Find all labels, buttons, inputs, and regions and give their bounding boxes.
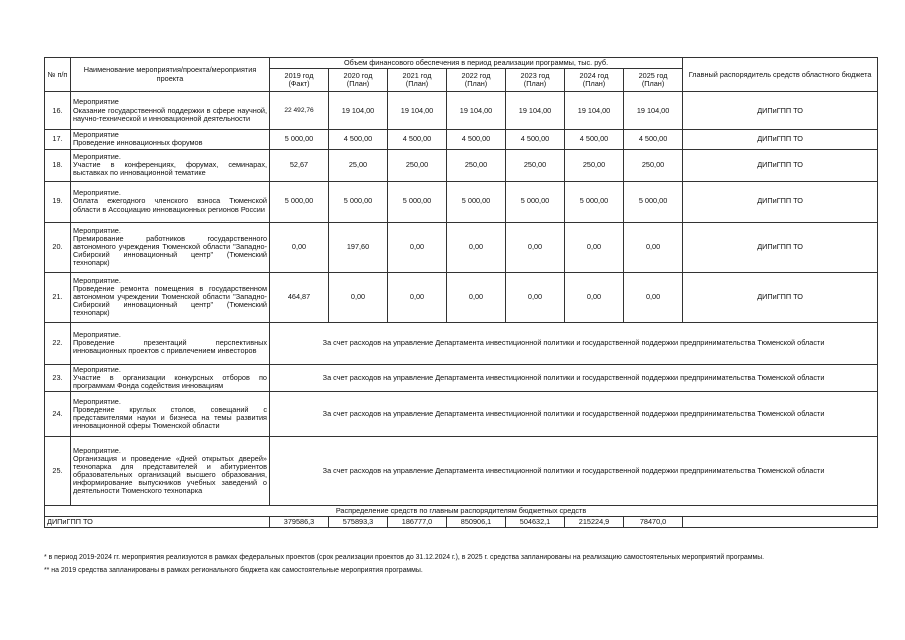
table-row	[45, 364, 878, 392]
value-cell: 0,00	[565, 222, 624, 272]
distribution-value: 78470,0	[624, 517, 683, 528]
table-row	[45, 149, 878, 181]
table-row	[45, 392, 878, 437]
value-cell: 5 000,00	[565, 181, 624, 222]
header-year-3	[447, 69, 506, 92]
table-row	[45, 130, 878, 149]
distribution-value: 504632,1	[506, 517, 565, 528]
value-cell: 0,00	[270, 222, 329, 272]
header-year-label: 2022 год	[461, 71, 491, 80]
value-cell: 5 000,00	[506, 181, 565, 222]
header-year-2	[388, 69, 447, 92]
header-year-type: (План)	[405, 79, 429, 89]
row-number: 24.	[45, 392, 71, 437]
value-cell: 0,00	[329, 272, 388, 322]
value-cell: 0,00	[388, 222, 447, 272]
value-cell: 22 492,76	[270, 92, 329, 130]
header-year-label: 2025 год	[638, 71, 668, 80]
value-cell: 25,00	[329, 149, 388, 181]
header-year-type: (План)	[346, 79, 370, 89]
value-cell: 0,00	[624, 222, 683, 272]
header-year-4	[506, 69, 565, 92]
activity-text: Проведение презентаций перспективных инновационных проектов с привлечением инвесторов	[73, 337, 267, 356]
value-cell: 52,67	[270, 149, 329, 181]
value-cell: 19 104,00	[565, 92, 624, 130]
distribution-title: Распределение средств по главным распорядителям бюджетных средств	[45, 506, 878, 517]
activity-name-cell	[71, 222, 270, 272]
budget-table	[44, 57, 878, 528]
activity-text: Премирование работников государственного автономного учреждения Тюменской области "Западно-Сибирский инновационный центр" (Тюменский технопарк)	[73, 233, 267, 268]
activity-label: Мероприятие.	[73, 445, 121, 455]
header-year-label: 2019 год	[284, 71, 314, 80]
distribution-empty	[683, 517, 878, 528]
value-cell: 5 000,00	[270, 181, 329, 222]
value-cell: 0,00	[506, 222, 565, 272]
distribution-value: 186777,0	[388, 517, 447, 528]
value-cell: 5 000,00	[624, 181, 683, 222]
value-cell: 4 500,00	[329, 130, 388, 149]
value-cell: 5 000,00	[447, 181, 506, 222]
table-row	[45, 222, 878, 272]
value-cell: 0,00	[388, 272, 447, 322]
distribution-title-row	[45, 506, 878, 517]
header-year-0	[270, 69, 329, 92]
distribution-value: 850906,1	[447, 517, 506, 528]
row-number: 22.	[45, 322, 71, 364]
activity-label: Мероприятие.	[73, 188, 121, 198]
value-cell: 250,00	[565, 149, 624, 181]
value-cell: 464,87	[270, 272, 329, 322]
row-number: 21.	[45, 272, 71, 322]
table-row	[45, 92, 878, 130]
value-cell: 0,00	[624, 272, 683, 322]
distributor-cell: ДИПиГПП ТО	[683, 92, 878, 130]
activity-name-cell	[71, 322, 270, 364]
header-name: Наименование мероприятия/проекта/мероприятия проекта	[71, 58, 270, 92]
value-cell: 250,00	[388, 149, 447, 181]
activity-name-cell	[71, 181, 270, 222]
activity-text: Проведение круглых столов, совещаний с представителями науки и бизнеса на темы развития инновационной сферы Тюменской области	[73, 404, 267, 431]
value-cell: 4 500,00	[565, 130, 624, 149]
activity-text: Проведение инновационных форумов	[73, 138, 203, 148]
activity-name-cell	[71, 364, 270, 392]
value-cell: 0,00	[447, 222, 506, 272]
table-row	[45, 322, 878, 364]
merged-funding-note: За счет расходов на управление Департамента инвестиционной политики и государственной поддержки предпринимательства Тюменской области	[270, 437, 878, 506]
activity-text: Участие в конференциях, форумах, семинарах, выставках по инновационной тематике	[73, 159, 267, 178]
table-body	[45, 92, 878, 528]
merged-funding-note: За счет расходов на управление Департамента инвестиционной политики и государственной поддержки предпринимательства Тюменской области	[270, 322, 878, 364]
value-cell: 5 000,00	[388, 181, 447, 222]
activity-text: Участие в организации конкурсных отборов по программам Фонда содействия инновациям	[73, 372, 267, 390]
activity-name-cell	[71, 392, 270, 437]
distributor-cell: ДИПиГПП ТО	[683, 222, 878, 272]
value-cell: 4 500,00	[624, 130, 683, 149]
header-num: № п/п	[45, 58, 71, 92]
value-cell: 19 104,00	[506, 92, 565, 130]
merged-funding-note: За счет расходов на управление Департамента инвестиционной политики и государственной поддержки предпринимательства Тюменской области	[270, 392, 878, 437]
value-cell: 19 104,00	[624, 92, 683, 130]
header-year-label: 2023 год	[520, 71, 550, 80]
row-number: 18.	[45, 149, 71, 181]
distributor-cell: ДИПиГПП ТО	[683, 130, 878, 149]
activity-name-cell	[71, 149, 270, 181]
activity-label: Мероприятие.	[73, 329, 121, 339]
footnotes	[44, 554, 879, 579]
activity-label: Мероприятие.	[73, 151, 121, 161]
footnote-1: * в период 2019-2024 гг. мероприятия реализуются в рамках федеральных проектов (срок реализации проектов до 31.12.2024 г.), в 2025 г. средства запланированы на реализацию самостоятельных мероприятий программы.	[44, 554, 765, 561]
activity-name-cell	[71, 130, 270, 149]
distributor-cell: ДИПиГПП ТО	[683, 149, 878, 181]
header-year-5	[565, 69, 624, 92]
distributor-cell: ДИПиГПП ТО	[683, 272, 878, 322]
activity-label: Мероприятие	[73, 97, 119, 107]
header-year-type: (Факт)	[288, 79, 310, 89]
distribution-name: ДИПиГПП ТО	[45, 517, 270, 528]
activity-name-cell	[71, 92, 270, 130]
distribution-value: 379586,3	[270, 517, 329, 528]
row-number: 23.	[45, 364, 71, 392]
row-number: 25.	[45, 437, 71, 506]
row-number: 17.	[45, 130, 71, 149]
value-cell: 4 500,00	[388, 130, 447, 149]
header-year-type: (План)	[523, 79, 547, 89]
value-cell: 19 104,00	[447, 92, 506, 130]
activity-label: Мероприятие	[73, 130, 119, 140]
value-cell: 5 000,00	[270, 130, 329, 149]
activity-text: Организация и проведение «Дней открытых дверей» технопарка для представителей и абитуриентов образовательных организаций высшего образования, информирование выпускников учебных заведений о деятельности Тюменского технопарка	[73, 453, 267, 496]
table-row	[45, 181, 878, 222]
header-year-type: (План)	[582, 79, 606, 89]
table-row	[45, 437, 878, 506]
activity-label: Мероприятие.	[73, 225, 121, 235]
value-cell: 5 000,00	[329, 181, 388, 222]
distributor-cell: ДИПиГПП ТО	[683, 181, 878, 222]
table-row	[45, 272, 878, 322]
value-cell: 0,00	[506, 272, 565, 322]
value-cell: 250,00	[447, 149, 506, 181]
merged-funding-note: За счет расходов на управление Департамента инвестиционной политики и государственной поддержки предпринимательства Тюменской области	[270, 364, 878, 392]
header-year-label: 2024 год	[579, 71, 609, 80]
row-number: 20.	[45, 222, 71, 272]
distribution-row	[45, 517, 878, 528]
value-cell: 4 500,00	[506, 130, 565, 149]
header-year-type: (План)	[464, 79, 488, 89]
activity-label: Мероприятие.	[73, 396, 121, 406]
header-year-type: (План)	[641, 79, 665, 89]
distribution-value: 575893,3	[329, 517, 388, 528]
header-year-label: 2020 год	[343, 71, 373, 80]
value-cell: 250,00	[624, 149, 683, 181]
value-cell: 250,00	[506, 149, 565, 181]
value-cell: 19 104,00	[329, 92, 388, 130]
activity-label: Мероприятие.	[73, 364, 121, 374]
value-cell: 0,00	[447, 272, 506, 322]
row-number: 16.	[45, 92, 71, 130]
header-year-label: 2021 год	[402, 71, 432, 80]
value-cell: 0,00	[565, 272, 624, 322]
activity-label: Мероприятие.	[73, 275, 121, 285]
header-year-1	[329, 69, 388, 92]
activity-text: Оказание государственной поддержки в сфере научной, научно-технической и инновационной деятельности	[73, 105, 267, 123]
value-cell: 197,60	[329, 222, 388, 272]
header-funding: Объем финансового обеспечения в период реализации программы, тыс. руб.	[270, 58, 683, 69]
value-cell: 19 104,00	[388, 92, 447, 130]
activity-name-cell	[71, 437, 270, 506]
header-year-6	[624, 69, 683, 92]
footnote-2: ** на 2019 средства запланированы в рамках регионального бюджета как самостоятельные мероприятия программы.	[44, 566, 423, 574]
header-distributor: Главный распорядитель средств областного бюджета	[683, 58, 878, 92]
activity-text: Оплата ежегодного членского взноса Тюменской области в Ассоциацию инновационных регионов России	[73, 196, 267, 214]
row-number: 19.	[45, 181, 71, 222]
activity-text: Проведение ремонта помещения в государственном автономном учреждении Тюменской области "Западно-Сибирский инновационный центр" (Тюменский технопарк)	[73, 283, 267, 318]
distribution-value: 215224,9	[565, 517, 624, 528]
activity-name-cell	[71, 272, 270, 322]
value-cell: 4 500,00	[447, 130, 506, 149]
